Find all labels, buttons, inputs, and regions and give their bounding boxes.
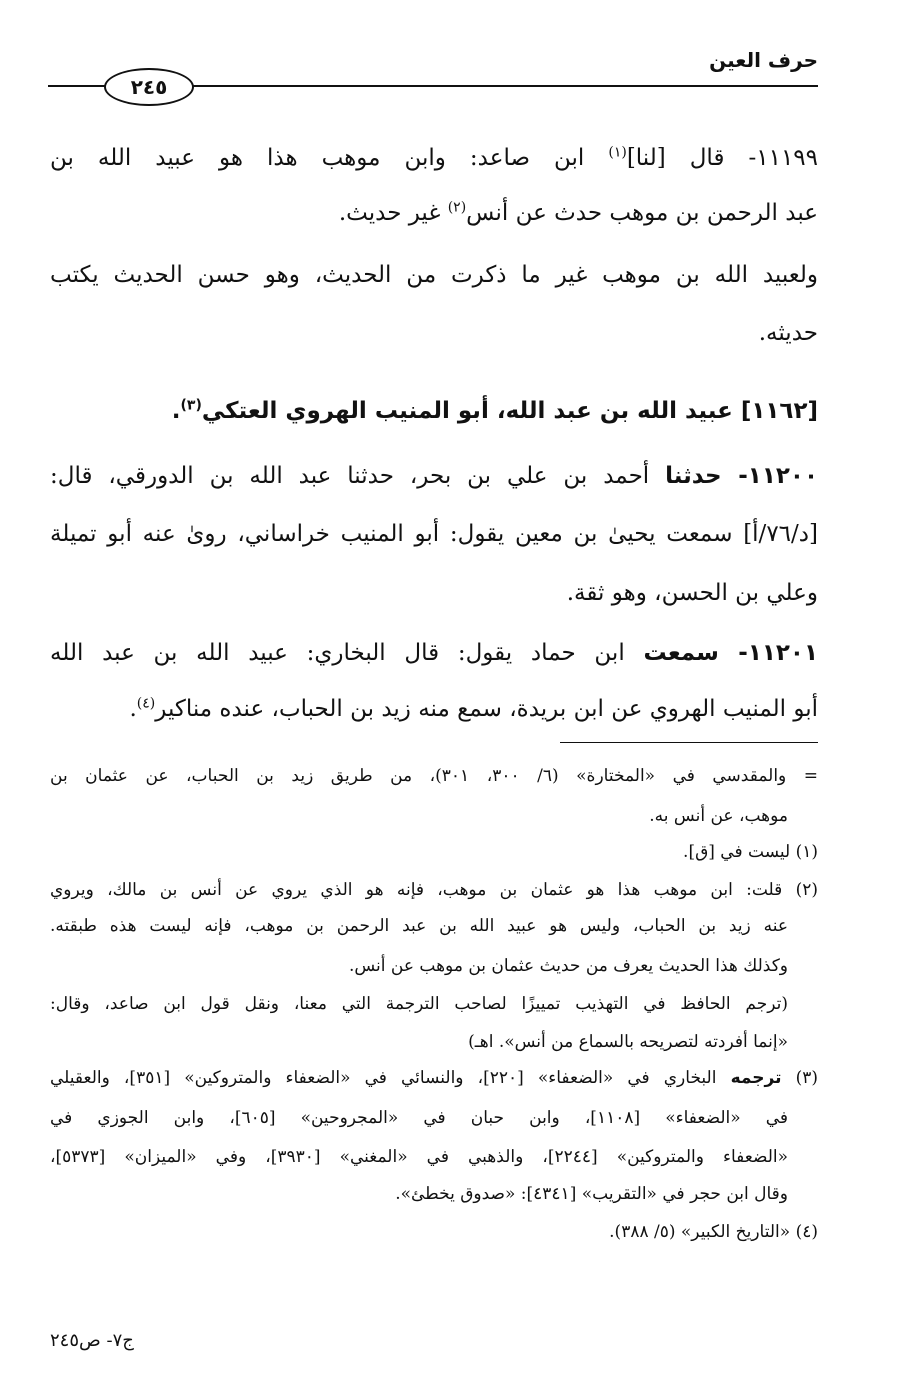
footnote-2-line: (٢) قلت: ابن موهب هذا هو عثمان بن موهب، فإنه هو الذي يروي عن أنس بن مالك، ويروي	[50, 880, 818, 900]
entry-text: وعلي بن الحسن، وهو ثقة.	[566, 580, 818, 606]
footnote-2-line: وكذلك هذا الحديث يعرف من حديث عثمان بن موهب عن أنس.	[348, 956, 788, 976]
entry-text: غير حديث.	[338, 200, 441, 226]
running-title: حرف العين	[709, 48, 818, 72]
body-line	[50, 459, 818, 493]
footnote-lead: ترجمه	[730, 1068, 782, 1088]
entry-end: .	[129, 696, 137, 722]
footnote-rule	[560, 742, 818, 743]
footnote-4: (٤) «التاريخ الكبير» (٥/ ٣٨٨).	[609, 1222, 818, 1242]
footnote-line: = والمقدسي في «المختارة» (٦/ ٣٠٠، ٣٠١)، من طريق زيد بن الحباب، عن عثمان بن	[50, 766, 819, 786]
footnote-text: البخاري في «الضعفاء» [٢٢٠]، والنسائي في «الضعفاء والمتروكين» [٣٥١]، والعقيلي	[50, 1068, 717, 1088]
entry-text: أحمد بن علي بن بحر، حدثنا عبد الله بن الدورقي، قال:	[50, 463, 650, 489]
body-line	[50, 692, 818, 726]
page-reference: ج٧- ص٢٤٥	[50, 1330, 134, 1351]
entry-text: ابن حماد يقول: قال البخاري: عبيد الله بن عبد الله	[50, 640, 625, 666]
footnote-2-line: عنه زيد بن الحباب، وليس هو عبيد الله بن عبد الرحمن بن موهب، فإنه ليست هذه طبقته.	[50, 916, 788, 936]
heading-text: [١١٦٢] عبيد الله بن عبد الله، أبو المنيب الهروي العتكي	[201, 398, 818, 424]
footnote-1: (١) ليست في [ق].	[683, 842, 818, 862]
entry-lead: ١١٢٠٠- حدثنا	[665, 463, 818, 489]
footnote-3-line	[50, 1064, 818, 1092]
footnote-3-line: «الضعفاء والمتروكين» [٢٢٤٤]، والذهبي في «المغني» [٣٩٣٠]، وفي «الميزان» [٥٣٧٣]،	[50, 1147, 789, 1167]
heading-end: .	[171, 398, 181, 424]
body-line	[50, 316, 818, 350]
entry-text: حديثه.	[758, 320, 818, 346]
footnote-line: موهب، عن أنس به.	[649, 806, 788, 826]
entry-text: [د/٧٦/أ] سمعت يحيىٰ بن معين يقول: أبو المنيب خراساني، روىٰ عنه أبو تميلة	[50, 521, 818, 547]
footnote-marker: (٤)	[136, 695, 156, 712]
entry-text: عبد الرحمن بن موهب حدث عن أنس	[466, 200, 818, 226]
body-line	[50, 141, 818, 175]
body-line	[50, 258, 818, 292]
footnote-3-line: وقال ابن حجر في «التقريب» [٤٣٤١]: «صدوق يخطئ».	[395, 1184, 788, 1204]
body-line	[50, 636, 818, 670]
body-line	[50, 576, 818, 610]
entry-lead: ١١٢٠١- سمعت	[643, 640, 819, 666]
footnote-2-line: «إنما أفردته لتصريحه بالسماع من أنس». اهـ)	[468, 1032, 788, 1052]
entry-text: ١١١٩٩- قال [لنا]	[626, 145, 819, 171]
body-line	[50, 196, 818, 230]
page-number: ٢٤٥	[104, 68, 194, 106]
footnote-2-line: (ترجم الحافظ في التهذيب تمييزًا لصاحب الترجمة التي معنا، ونقل قول ابن صاعد، وقال:	[50, 994, 788, 1014]
footnote-marker: (٢)	[447, 199, 467, 216]
body-line	[50, 517, 818, 551]
section-heading	[50, 394, 818, 428]
footnote-marker: (١)	[608, 144, 627, 161]
footnote-3-line: في «الضعفاء» [١١٠٨]، وابن حبان في «المجروحين» [٦٠٥]، وابن الجوزي في	[50, 1108, 789, 1128]
entry-text: ولعبيد الله بن موهب غير ما ذكرت من الحديث، وهو حسن الحديث يكتب	[50, 262, 818, 288]
footnote-marker: (٣)	[180, 397, 202, 414]
footnote-marker: (٣)	[795, 1068, 818, 1088]
entry-text: أبو المنيب الهروي عن ابن بريدة، سمع منه زيد بن الحباب، عنده مناكير	[155, 696, 818, 722]
entry-text: ابن صاعد: وابن موهب هذا هو عبيد الله بن	[50, 145, 585, 171]
